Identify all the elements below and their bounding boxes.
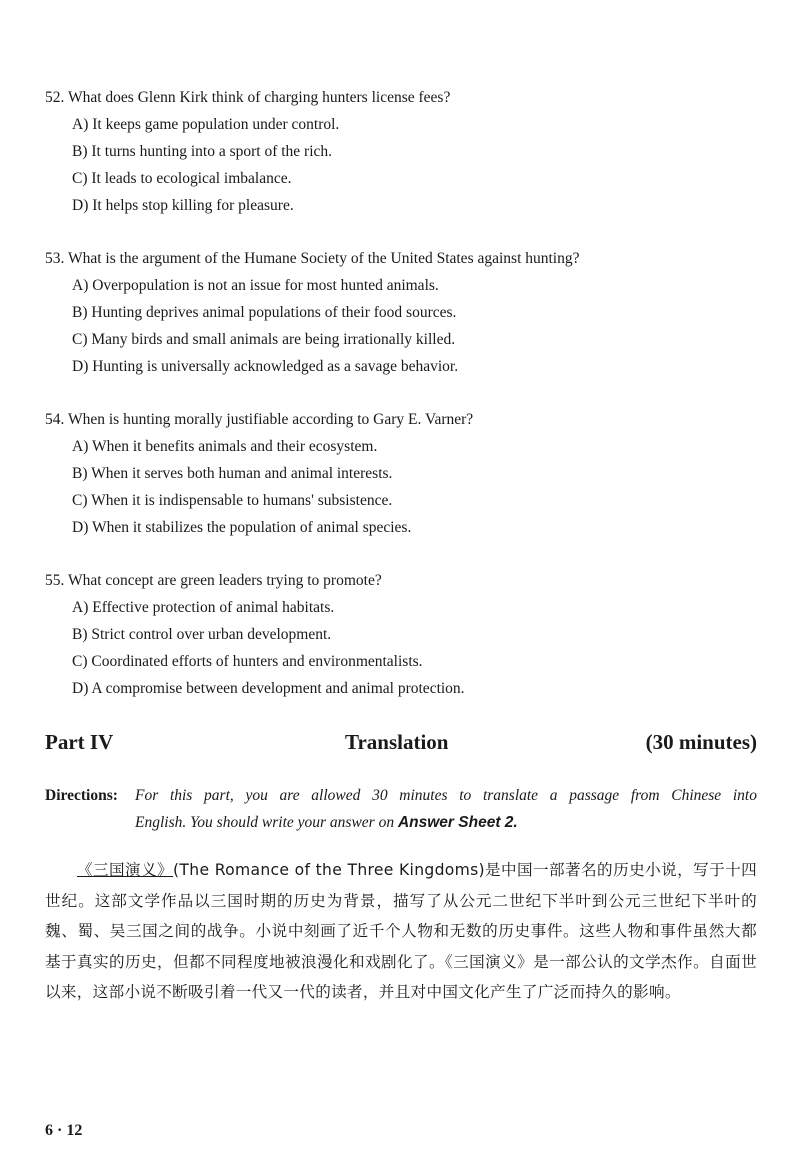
question-53 bbox=[45, 245, 765, 380]
option-c: C) Many birds and small animals are being irrationally killed. bbox=[72, 331, 456, 348]
directions-label: Directions: bbox=[45, 787, 118, 804]
page-number: 6 · 12 bbox=[45, 1122, 83, 1139]
option-b: B) When it serves both human and animal interests. bbox=[72, 465, 393, 482]
option-c: C) Coordinated efforts of hunters and environmentalists. bbox=[72, 653, 423, 670]
question-55 bbox=[45, 567, 765, 702]
directions-text-line1: For this part, you are allowed 30 minutes to translate a passage from Chinese into bbox=[135, 787, 757, 804]
part-header bbox=[45, 730, 757, 762]
option-a: A) When it benefits animals and their ecosystem. bbox=[72, 438, 378, 455]
part-time: (30 minutes) bbox=[645, 730, 757, 754]
option-a: A) It keeps game population under control. bbox=[72, 116, 340, 133]
passage-body: (The Romance of the Three Kingdoms)是中国一部著名的历史小说，写于十四世纪。这部文学作品以三国时期的历史为背景，描写了从公元二世纪下半叶到公元三世纪下半叶的魏、蜀、吴三国之间的战争。小说中刻画了近千个人物和无数的历史事件。这些人物和事件虽然大都基于真实的历史，但都不同程度地被浪漫化和戏剧化了。《三国演义》是一部公认的文学杰作。自面世以来，这部小说不断吸引着一代又一代的读者，并且对中国文化产生了广泛而持久的影响。 bbox=[45, 861, 757, 1001]
option-a: A) Effective protection of animal habitats. bbox=[72, 599, 335, 616]
question-stem: 55. What concept are green leaders trying to promote? bbox=[45, 572, 382, 589]
question-stem: 53. What is the argument of the Humane Society of the United States against hunting? bbox=[45, 250, 580, 267]
option-c: C) It leads to ecological imbalance. bbox=[72, 170, 292, 187]
part-label: Part IV bbox=[45, 730, 114, 754]
directions-text-line2 bbox=[135, 809, 757, 836]
passage-title: 《三国演义》 bbox=[77, 861, 174, 879]
question-stem: 54. When is hunting morally justifiable according to Gary E. Varner? bbox=[45, 411, 474, 428]
option-b: B) Hunting deprives animal populations of their food sources. bbox=[72, 304, 457, 321]
option-b: B) Strict control over urban development. bbox=[72, 626, 332, 643]
directions-text-line2-body: English. You should write your answer on bbox=[135, 814, 395, 831]
option-d: D) It helps stop killing for pleasure. bbox=[72, 197, 294, 214]
question-stem: 52. What does Glenn Kirk think of charging hunters license fees? bbox=[45, 89, 451, 106]
answer-sheet-reference: Answer Sheet 2. bbox=[397, 814, 518, 831]
option-b: B) It turns hunting into a sport of the rich. bbox=[72, 143, 333, 160]
translation-passage bbox=[45, 855, 757, 1008]
question-52 bbox=[45, 84, 765, 219]
question-54 bbox=[45, 406, 765, 541]
part-title: Translation bbox=[345, 730, 449, 754]
directions bbox=[45, 782, 757, 836]
option-a: A) Overpopulation is not an issue for most hunted animals. bbox=[72, 277, 439, 294]
option-d: D) A compromise between development and animal protection. bbox=[72, 680, 465, 697]
option-c: C) When it is indispensable to humans' subsistence. bbox=[72, 492, 393, 509]
option-d: D) When it stabilizes the population of animal species. bbox=[72, 519, 412, 536]
option-d: D) Hunting is universally acknowledged as a savage behavior. bbox=[72, 358, 459, 375]
